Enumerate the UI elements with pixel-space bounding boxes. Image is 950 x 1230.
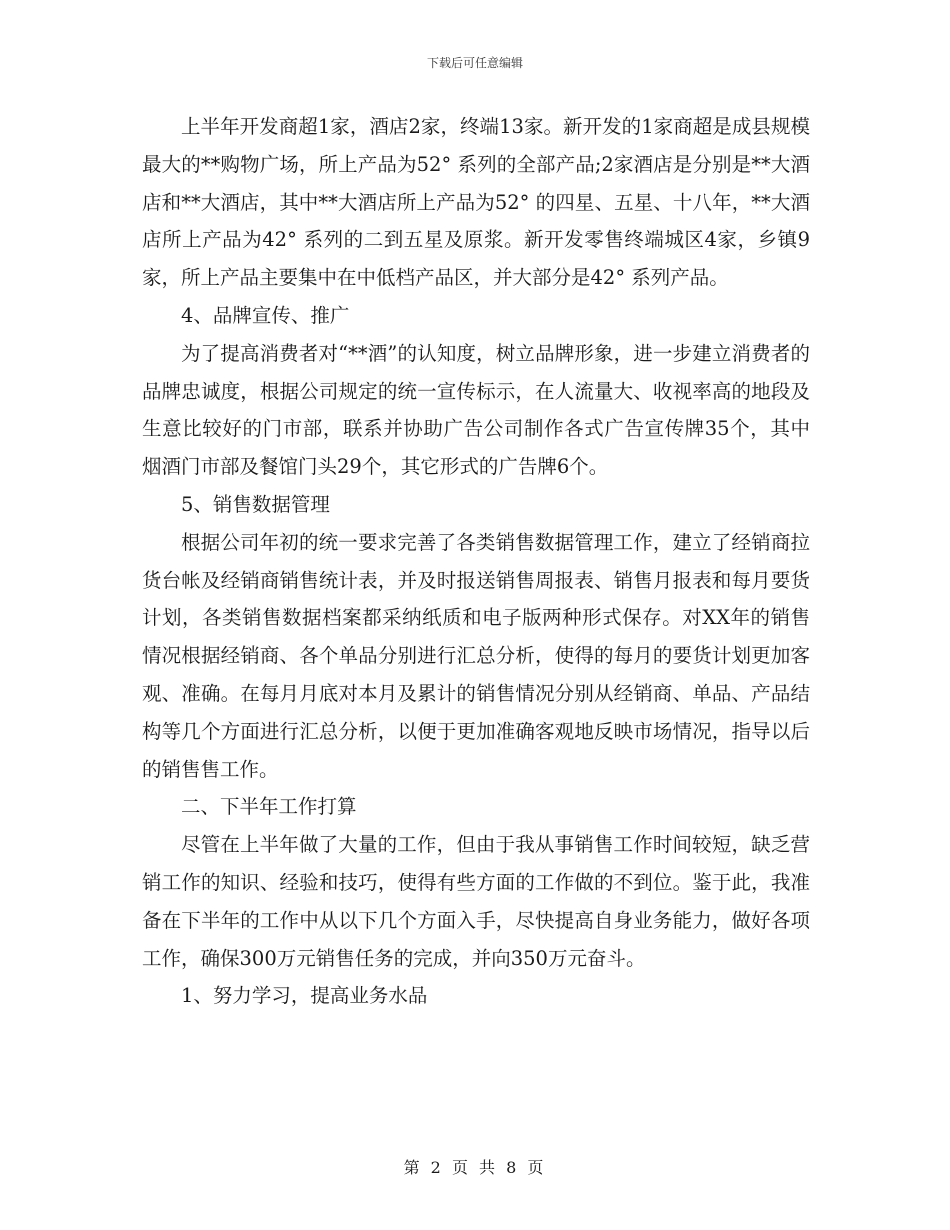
document-body <box>142 108 810 1015</box>
paragraph-brand-promotion: 为了提高消费者对“**酒”的认知度，树立品牌形象，进一步建立消费者的品牌忠诚度，根据公司规定的统一宣传标示，在人流量大、收视率高的地段及生意比较好的门市部，联系并协助广告公司制作各式广告宣传牌35个，其中烟酒门市部及餐馆门头29个，其它形式的广告牌6个。 <box>142 341 810 479</box>
paragraph-sales-data: 根据公司年初的统一要求完善了各类销售数据管理工作，建立了经销商拉货台帐及经销商销售统计表，并及时报送销售周报表、销售月报表和每月要货计划，各类销售数据档案都采纳纸质和电子版两种形式保存。对XX年的销售情况根据经销商、各个单品分别进行汇总分析，使得的每月的要货计划更加客观、准确。在每月月底对本月及累计的销售情况分别从经销商、单品、产品结构等几个方面进行汇总分析，以便于更加准确客观地反映市场情况，指导以后的销售售工作。 <box>142 530 810 781</box>
heading-study-improve: 1、努力学习，提高业务水品 <box>181 984 428 1008</box>
heading-brand-promotion: 4、品牌宣传、推广 <box>181 303 350 327</box>
page-header: 下载后可任意编辑 <box>426 56 523 70</box>
paragraph-terminal-development: 上半年开发商超1家，酒店2家，终端13家。新开发的1家商超是成县规模最大的**购物广场，所上产品为52° 系列的全部产品;2家酒店是分别是**大酒店和**大酒店，其中**大酒店所上产品为52° 的四星、五星、十八年，**大酒店所上产品为42° 系列的二到五星及原浆。新开发零售终端城区4家，乡镇9家，所上产品主要集中在中低档产品区，并大部分是42° 系列产品。 <box>142 115 810 290</box>
paragraph-second-half-plan: 尽管在上半年做了大量的工作，但由于我从事销售工作时间较短，缺乏营销工作的知识、经验和技巧，使得有些方面的工作做的不到位。鉴于此，我准备在下半年的工作中从以下几个方面入手，尽快提高自身业务能力，做好各项工作，确保300万元销售任务的完成，并向350万元奋斗。 <box>142 833 810 970</box>
heading-sales-data: 5、销售数据管理 <box>181 492 330 516</box>
heading-second-half-plan: 二、下半年工作打算 <box>181 795 357 819</box>
page-number: 第 2 页 共 8 页 <box>403 1158 547 1177</box>
